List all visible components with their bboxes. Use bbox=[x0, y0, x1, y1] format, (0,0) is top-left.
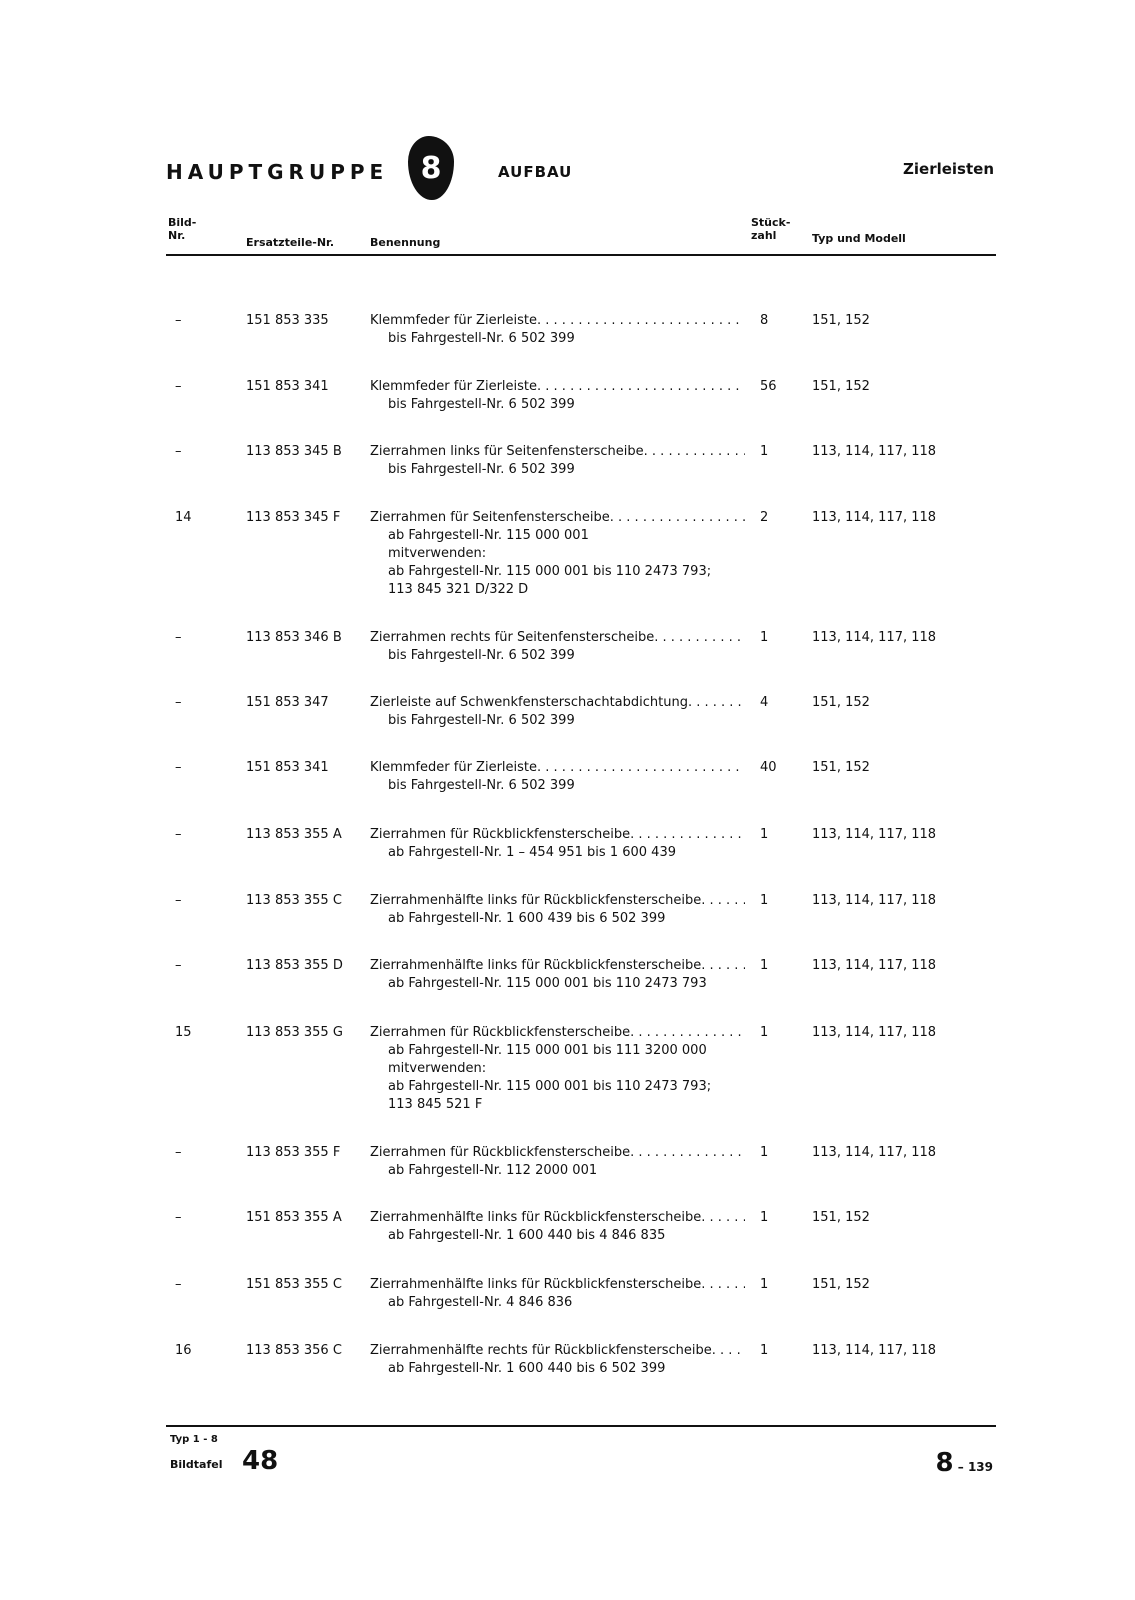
dot-leader bbox=[630, 826, 745, 844]
part-number: 151 853 355 C bbox=[246, 1277, 342, 1292]
bild-number: – bbox=[175, 379, 182, 394]
desc-main-text: Zierrahmen für Seitenfensterscheibe bbox=[370, 510, 610, 525]
desc-subline: ab Fahrgestell-Nr. 112 2000 001 bbox=[388, 1163, 598, 1178]
type-model: 151, 152 bbox=[812, 1210, 870, 1225]
desc-main-text: Zierrahmenhälfte links für Rückblickfensterscheibe bbox=[370, 1277, 702, 1292]
part-description bbox=[370, 1342, 745, 1378]
part-number: 113 853 355 F bbox=[246, 1145, 341, 1160]
dot-leader bbox=[701, 1209, 745, 1227]
col-header-type: Typ und Modell bbox=[812, 232, 906, 245]
header-rule bbox=[166, 254, 996, 256]
desc-subline: mitverwenden: bbox=[388, 546, 487, 561]
part-number: 113 853 355 A bbox=[246, 827, 342, 842]
bild-number: 16 bbox=[175, 1343, 192, 1358]
part-description bbox=[370, 892, 745, 928]
desc-main-text: Zierrahmenhälfte links für Rückblickfensterscheibe bbox=[370, 958, 702, 973]
desc-subline: ab Fahrgestell-Nr. 115 000 001 bis 110 2473 793 bbox=[388, 976, 707, 991]
quantity: 1 bbox=[760, 958, 769, 973]
desc-main-text: Zierrahmen für Rückblickfensterscheibe bbox=[370, 1145, 631, 1160]
part-number: 113 853 346 B bbox=[246, 630, 342, 645]
desc-subline: ab Fahrgestell-Nr. 115 000 001 bbox=[388, 528, 589, 543]
desc-main-text: Zierrahmen links für Seitenfensterscheibe bbox=[370, 444, 644, 459]
bild-number: – bbox=[175, 1277, 182, 1292]
type-model: 151, 152 bbox=[812, 1277, 870, 1292]
desc-subline: ab Fahrgestell-Nr. 115 000 001 bis 111 3200 000 bbox=[388, 1043, 707, 1058]
col-header-part: Ersatzteile-Nr. bbox=[246, 236, 335, 249]
dot-leader bbox=[537, 378, 745, 396]
type-model: 113, 114, 117, 118 bbox=[812, 958, 937, 973]
dot-leader bbox=[654, 629, 745, 647]
desc-main-text: Zierrahmenhälfte links für Rückblickfensterscheibe bbox=[370, 1210, 702, 1225]
type-model: 151, 152 bbox=[812, 379, 870, 394]
type-model: 113, 114, 117, 118 bbox=[812, 1025, 937, 1040]
type-model: 113, 114, 117, 118 bbox=[812, 827, 937, 842]
part-description bbox=[370, 443, 745, 479]
quantity: 1 bbox=[760, 1277, 769, 1292]
part-description bbox=[370, 759, 745, 795]
bild-number: – bbox=[175, 695, 182, 710]
desc-main-text: Zierrahmenhälfte links für Rückblickfensterscheibe bbox=[370, 893, 702, 908]
desc-main-text: Klemmfeder für Zierleiste bbox=[370, 760, 538, 775]
desc-main-text: Zierrahmen rechts für Seitenfensterscheibe bbox=[370, 630, 655, 645]
desc-subline: ab Fahrgestell-Nr. 4 846 836 bbox=[388, 1295, 573, 1310]
footer-type-label: Typ 1 - 8 bbox=[170, 1434, 218, 1445]
desc-main-text: Zierrahmenhälfte rechts für Rückblickfensterscheibe bbox=[370, 1343, 712, 1358]
part-number: 113 853 355 C bbox=[246, 893, 342, 908]
type-model: 113, 114, 117, 118 bbox=[812, 893, 937, 908]
desc-subline: ab Fahrgestell-Nr. 1 600 440 bis 4 846 835 bbox=[388, 1228, 666, 1243]
col-header-qty: Stück- zahl bbox=[751, 216, 791, 242]
desc-subline: bis Fahrgestell-Nr. 6 502 399 bbox=[388, 331, 575, 346]
desc-subline: ab Fahrgestell-Nr. 1 – 454 951 bis 1 600 439 bbox=[388, 845, 676, 860]
part-description bbox=[370, 1144, 745, 1180]
desc-subline: bis Fahrgestell-Nr. 6 502 399 bbox=[388, 397, 575, 412]
bild-number: – bbox=[175, 630, 182, 645]
bild-number: – bbox=[175, 893, 182, 908]
part-number: 151 853 347 bbox=[246, 695, 329, 710]
desc-subline: ab Fahrgestell-Nr. 1 600 439 bis 6 502 399 bbox=[388, 911, 666, 926]
dot-leader bbox=[701, 1276, 745, 1294]
quantity: 8 bbox=[760, 313, 769, 328]
type-model: 113, 114, 117, 118 bbox=[812, 1343, 937, 1358]
quantity: 1 bbox=[760, 1343, 769, 1358]
footer-plate-label: Bildtafel bbox=[170, 1458, 223, 1471]
part-number: 151 853 335 bbox=[246, 313, 329, 328]
bild-number: – bbox=[175, 827, 182, 842]
type-model: 113, 114, 117, 118 bbox=[812, 444, 937, 459]
part-number: 113 853 356 C bbox=[246, 1343, 342, 1358]
part-description bbox=[370, 629, 745, 665]
part-description bbox=[370, 312, 745, 348]
part-number: 113 853 345 F bbox=[246, 510, 341, 525]
dot-leader bbox=[644, 443, 745, 461]
desc-main-text: Klemmfeder für Zierleiste bbox=[370, 313, 538, 328]
desc-subline: bis Fahrgestell-Nr. 6 502 399 bbox=[388, 462, 575, 477]
desc-subline: ab Fahrgestell-Nr. 115 000 001 bis 110 2473 793; bbox=[388, 1079, 712, 1094]
part-number: 151 853 341 bbox=[246, 760, 329, 775]
dot-leader bbox=[688, 694, 745, 712]
dot-leader bbox=[537, 312, 745, 330]
desc-subline: bis Fahrgestell-Nr. 6 502 399 bbox=[388, 713, 575, 728]
desc-subline: ab Fahrgestell-Nr. 1 600 440 bis 6 502 399 bbox=[388, 1361, 666, 1376]
bild-number: 15 bbox=[175, 1025, 192, 1040]
part-number: 151 853 355 A bbox=[246, 1210, 342, 1225]
quantity: 1 bbox=[760, 1145, 769, 1160]
dot-leader bbox=[630, 1024, 745, 1042]
type-model: 151, 152 bbox=[812, 313, 870, 328]
desc-subline: mitverwenden: bbox=[388, 1061, 487, 1076]
desc-subline: bis Fahrgestell-Nr. 6 502 399 bbox=[388, 648, 575, 663]
bild-number: – bbox=[175, 444, 182, 459]
quantity: 4 bbox=[760, 695, 769, 710]
type-model: 113, 114, 117, 118 bbox=[812, 510, 937, 525]
dot-leader bbox=[712, 1342, 745, 1360]
main-group-title: HAUPTGRUPPE bbox=[166, 160, 389, 184]
bild-number: – bbox=[175, 1145, 182, 1160]
desc-main-text: Klemmfeder für Zierleiste bbox=[370, 379, 538, 394]
quantity: 40 bbox=[760, 760, 777, 775]
col-header-desc: Benennung bbox=[370, 236, 441, 249]
part-number: 113 853 355 D bbox=[246, 958, 343, 973]
part-description bbox=[370, 1276, 745, 1312]
part-description bbox=[370, 1209, 745, 1245]
dot-leader bbox=[701, 957, 745, 975]
part-number: 151 853 341 bbox=[246, 379, 329, 394]
bild-number: – bbox=[175, 958, 182, 973]
col-header-bild: Bild- Nr. bbox=[168, 216, 197, 242]
quantity: 1 bbox=[760, 1025, 769, 1040]
quantity: 1 bbox=[760, 1210, 769, 1225]
section-title: AUFBAU bbox=[498, 163, 573, 181]
quantity: 56 bbox=[760, 379, 777, 394]
part-description bbox=[370, 378, 745, 414]
footer-page-number: 8 – 139 bbox=[935, 1448, 993, 1478]
dot-leader bbox=[630, 1144, 745, 1162]
bild-number: – bbox=[175, 313, 182, 328]
quantity: 1 bbox=[760, 444, 769, 459]
desc-main-text: Zierleiste auf Schwenkfensterschachtabdichtung bbox=[370, 695, 688, 710]
desc-main-text: Zierrahmen für Rückblickfensterscheibe bbox=[370, 1025, 631, 1040]
type-model: 151, 152 bbox=[812, 760, 870, 775]
type-model: 113, 114, 117, 118 bbox=[812, 630, 937, 645]
part-description bbox=[370, 1024, 745, 1114]
bild-number: 14 bbox=[175, 510, 192, 525]
quantity: 1 bbox=[760, 827, 769, 842]
topic-title: Zierleisten bbox=[903, 160, 994, 178]
footer-plate-number: 48 bbox=[242, 1446, 279, 1476]
quantity: 1 bbox=[760, 893, 769, 908]
group-number-badge: 8 bbox=[408, 136, 454, 200]
part-description bbox=[370, 509, 745, 599]
quantity: 1 bbox=[760, 630, 769, 645]
desc-main-text: Zierrahmen für Rückblickfensterscheibe bbox=[370, 827, 631, 842]
dot-leader bbox=[537, 759, 745, 777]
bild-number: – bbox=[175, 760, 182, 775]
part-number: 113 853 355 G bbox=[246, 1025, 343, 1040]
part-description bbox=[370, 694, 745, 730]
bild-number: – bbox=[175, 1210, 182, 1225]
desc-subline: 113 845 521 F bbox=[388, 1097, 483, 1112]
desc-subline: bis Fahrgestell-Nr. 6 502 399 bbox=[388, 778, 575, 793]
dot-leader bbox=[610, 509, 745, 527]
part-description bbox=[370, 826, 745, 862]
desc-subline: ab Fahrgestell-Nr. 115 000 001 bis 110 2473 793; bbox=[388, 564, 712, 579]
type-model: 151, 152 bbox=[812, 695, 870, 710]
part-description bbox=[370, 957, 745, 993]
desc-subline: 113 845 321 D/322 D bbox=[388, 582, 529, 597]
type-model: 113, 114, 117, 118 bbox=[812, 1145, 937, 1160]
footer-rule bbox=[166, 1425, 996, 1427]
part-number: 113 853 345 B bbox=[246, 444, 342, 459]
dot-leader bbox=[701, 892, 745, 910]
quantity: 2 bbox=[760, 510, 769, 525]
